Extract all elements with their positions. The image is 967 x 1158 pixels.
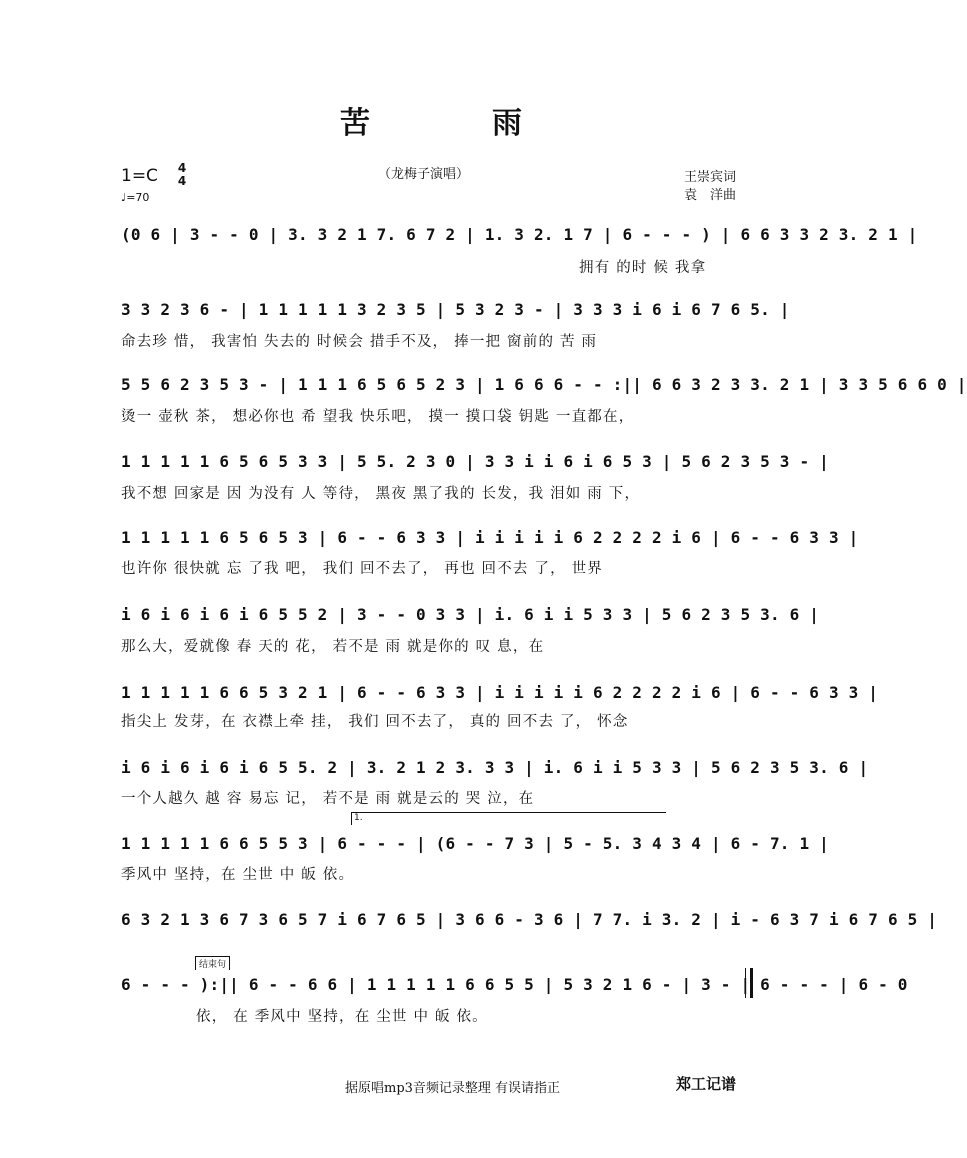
time-sig-bottom: 4 — [177, 174, 187, 188]
notation-row: 6 - - - ):|| 6 - - 6 6 | 1 1 1 1 1 6 6 5 5 | 5 3 2 1 6 - | 3 - | 6 - - - | 6 - 0 — [121, 975, 908, 994]
tempo-mark: ♩=70 — [121, 191, 150, 204]
key-signature: 1=C — [121, 166, 158, 186]
lyric-row: 烫一 壶秋 茶， 想必你也 希 望我 快乐吧， 摸一 摸口袋 钥匙 一直都在， — [121, 409, 635, 425]
notation-row: 5 5 6 2 3 5 3 - | 1 1 1 6 5 6 5 2 3 | 1 6 6 6 - - :|| 6 6 3 2 3 3. 2 1 | 3 3 5 6 6 0 | — [121, 375, 967, 394]
lyric-row: 季风中 坚持，在 尘世 中 皈 依。 — [121, 867, 355, 883]
time-signature — [176, 162, 188, 188]
performer-note: （龙梅子演唱） — [378, 167, 470, 182]
lyric-row: 也许你 很快就 忘 了我 吧， 我们 回不去了， 再也 回不去 了， 世界 — [121, 561, 603, 577]
notation-row: 1 1 1 1 1 6 5 6 5 3 | 6 - - 6 3 3 | i i i i i 6 2 2 2 2 i 6 | 6 - - 6 3 3 | — [121, 528, 859, 547]
notation-row: 1 1 1 1 1 6 5 6 5 3 3 | 5 5. 2 3 0 | 3 3 i i 6 i 6 5 3 | 5 6 2 3 5 3 - | — [121, 452, 829, 471]
lyric-row: 一个人越久 越 容 易忘 记， 若不是 雨 就是云的 哭 泣，在 — [121, 791, 535, 807]
notation-row: 1 1 1 1 1 6 6 5 3 2 1 | 6 - - 6 3 3 | i i i i i 6 2 2 2 2 i 6 | 6 - - 6 3 3 | — [121, 683, 879, 702]
song-title — [0, 98, 864, 142]
notation-row: 3 3 2 3 6 - | 1 1 1 1 1 3 2 3 5 | 5 3 2 3 - | 3 3 3 i 6 i 6 7 6 5. | — [121, 300, 790, 319]
notation-row: (0 6 | 3 - - 0 | 3. 3 2 1 7. 6 7 2 | 1. 3 2. 1 7 | 6 - - - ) | 6 6 3 3 2 3. 2 1 | — [121, 225, 918, 244]
notation-row: i 6 i 6 i 6 i 6 5 5. 2 | 3. 2 1 2 3. 3 3 | i. 6 i i 5 3 3 | 5 6 2 3 5 3. 6 | — [121, 758, 869, 777]
notation-row: 1 1 1 1 1 6 6 5 5 3 | 6 - - - | (6 - - 7 3 | 5 - 5. 3 4 3 4 | 6 - 7. 1 | — [121, 834, 829, 853]
transcriber-brand: 郑工记谱 — [676, 1075, 737, 1093]
lyric-row: 我不想 回家是 因 为没有 人 等待， 黑夜 黑了我的 长发，我 泪如 雨 下， — [121, 486, 641, 502]
notation-row: i 6 i 6 i 6 i 6 5 5 2 | 3 - - 0 3 3 | i. 6 i i 5 3 3 | 5 6 2 3 5 3. 6 | — [121, 605, 820, 624]
time-sig-top: 4 — [177, 161, 187, 175]
lyricist-credit: 王崇宾词 — [683, 170, 736, 185]
title-char-1: 苦 — [340, 106, 372, 141]
ending-label: 结束句 — [195, 956, 230, 970]
lyric-row: 指尖上 发芽，在 衣襟上牵 挂， 我们 回不去了， 真的 回不去 了， 怀念 — [121, 714, 629, 730]
lyric-row: 命去珍 惜， 我害怕 失去的 时候会 措手不及， 捧一把 窗前的 苦 雨 — [121, 334, 598, 350]
title-char-2: 雨 — [492, 106, 524, 141]
final-barline — [745, 968, 753, 998]
notation-row: 6 3 2 1 3 6 7 3 6 5 7 i 6 7 6 5 | 3 6 6 - 3 6 | 7 7. i 3. 2 | i - 6 3 7 i 6 7 6 5 | — [121, 910, 938, 929]
transcription-note: 据原唱mp3音频记录整理 有误请指正 — [345, 1081, 561, 1096]
composer-credit: 袁 洋曲 — [683, 188, 736, 203]
first-ending-bracket: 1. — [351, 812, 666, 825]
lyric-row: 拥有 的时 候 我拿 — [579, 260, 707, 276]
lyric-row: 依， 在 季风中 坚持，在 尘世 中 皈 依。 — [196, 1009, 488, 1025]
lyric-row: 那么大，爱就像 春 天的 花， 若不是 雨 就是你的 叹 息，在 — [121, 639, 545, 655]
